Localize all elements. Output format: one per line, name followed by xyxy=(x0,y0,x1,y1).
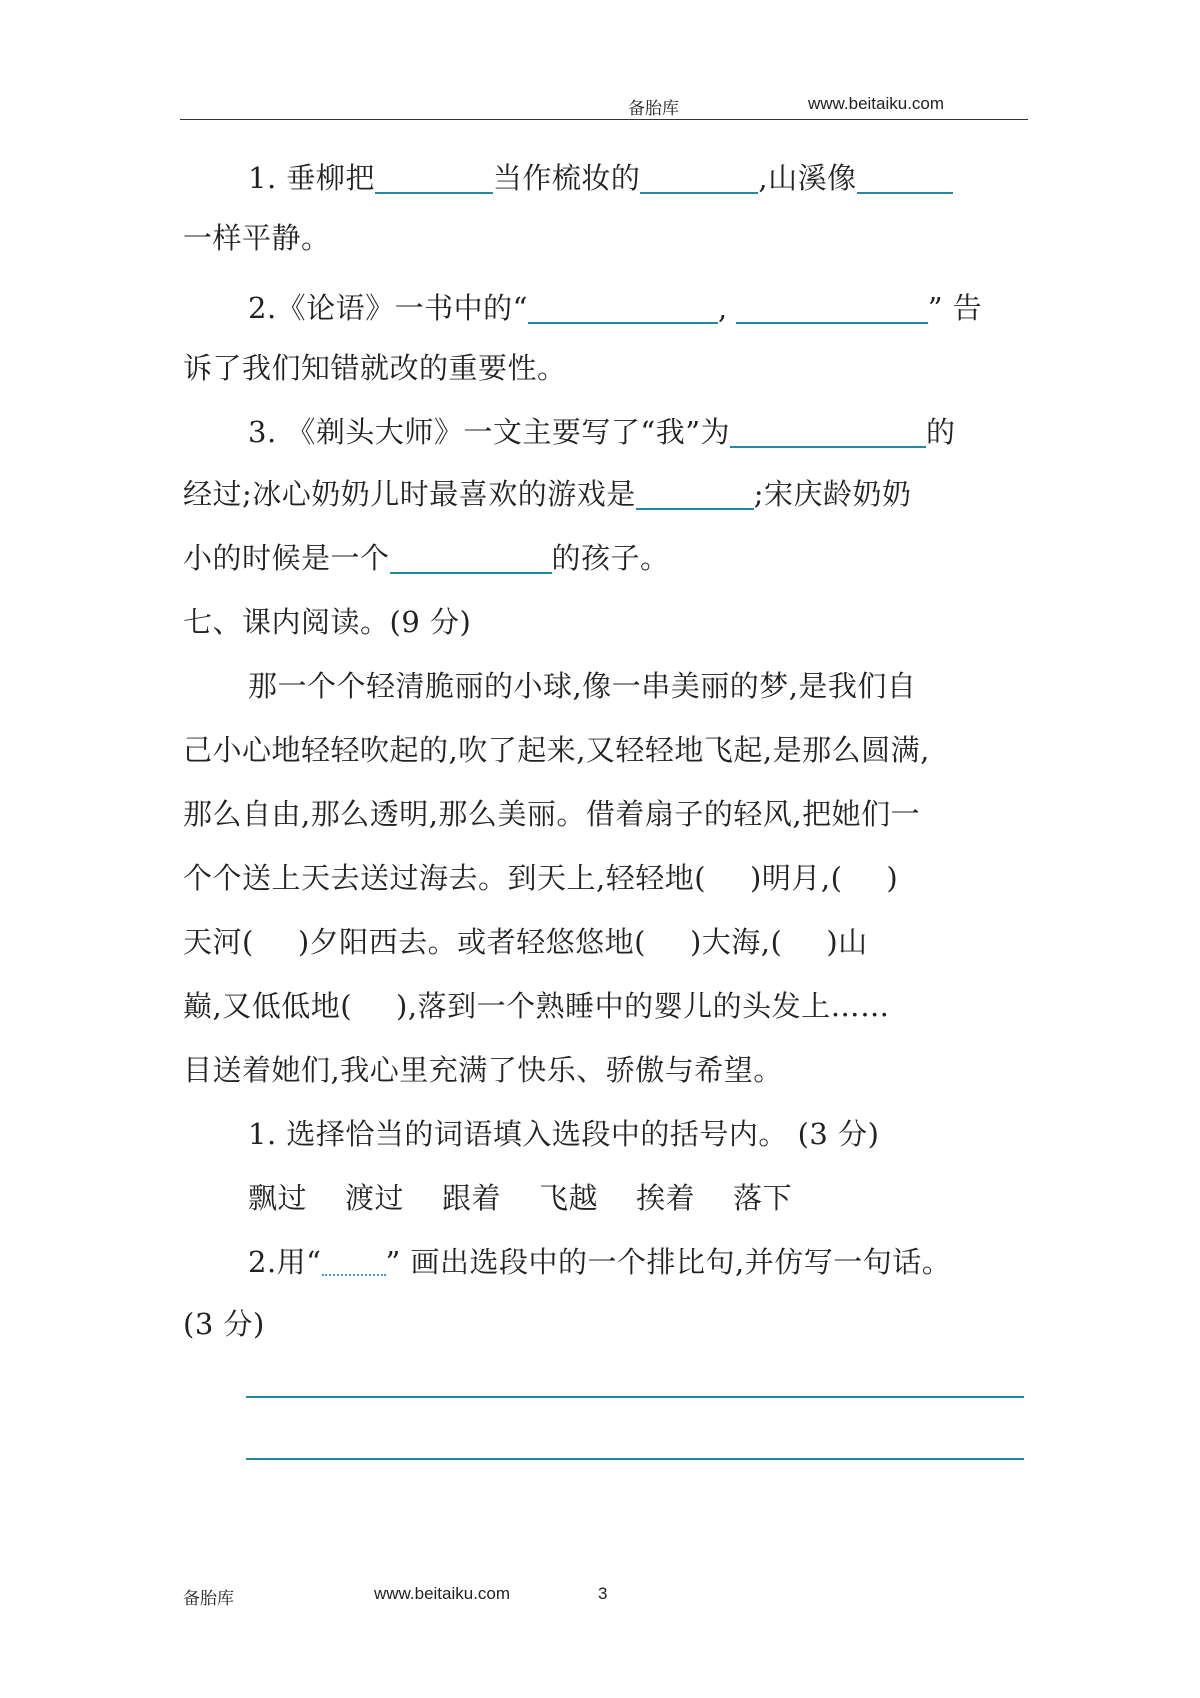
header-url: www.beitaiku.com xyxy=(808,94,945,113)
q3-blank-1[interactable] xyxy=(730,418,926,448)
passage-line-5 xyxy=(183,924,868,960)
q3-text-a: 3. 《剃头大师》一文主要写了“我”为 xyxy=(248,415,731,449)
word-3: 跟着 xyxy=(442,1181,502,1215)
word-1: 飘过 xyxy=(248,1181,308,1215)
q1-blank-2[interactable] xyxy=(640,164,758,194)
q1-text-b: 当作梳妆的 xyxy=(492,161,641,195)
sub2-text-a: 2.用“ xyxy=(248,1245,322,1279)
q2-comma: , xyxy=(718,291,728,325)
q3-text-f: 的孩子。 xyxy=(551,541,670,575)
footer-url: www.beitaiku.com xyxy=(374,1584,511,1603)
q3-line-3 xyxy=(183,540,670,576)
q1-line-1 xyxy=(248,160,953,196)
sub-question-1: 1. 选择恰当的词语填入选段中的括号内。 (3 分) xyxy=(248,1117,880,1151)
passage-5-c: )大海,( xyxy=(689,925,783,959)
passage-6-a: 巅,又低低地( xyxy=(183,989,353,1023)
q3-text-e: 小的时候是一个 xyxy=(183,541,390,575)
passage-5-a: 天河( xyxy=(183,925,254,959)
sub2-text-b: ” 画出选段中的一个排比句,并仿写一句话。 xyxy=(385,1245,952,1279)
q2-line-1 xyxy=(248,290,982,326)
q3-text-c: 经过;冰心奶奶儿时最喜欢的游戏是 xyxy=(183,477,636,511)
passage-4-c: ) xyxy=(886,861,899,895)
q2-blank-1[interactable] xyxy=(528,294,718,324)
passage-5-b: )夕阳西去。或者轻悠悠地( xyxy=(297,925,646,959)
q3-blank-3[interactable] xyxy=(390,544,552,574)
word-6: 落下 xyxy=(733,1181,793,1215)
q3-text-d: ;宋庆龄奶奶 xyxy=(753,477,912,511)
section-7-title: 七、课内阅读。(9 分) xyxy=(183,605,472,639)
wavy-underline-sample xyxy=(322,1252,386,1276)
answer-line-2[interactable] xyxy=(246,1458,1024,1460)
q2-text-b: ” 告 xyxy=(927,291,983,325)
q3-blank-2[interactable] xyxy=(636,480,754,510)
q2-blank-2[interactable] xyxy=(736,294,928,324)
word-2: 渡过 xyxy=(345,1181,405,1215)
header-divider xyxy=(180,119,1028,120)
word-4: 飞越 xyxy=(539,1181,599,1215)
sub-question-2 xyxy=(248,1244,951,1280)
word-5: 挨着 xyxy=(636,1181,696,1215)
passage-line-7: 目送着她们,我心里充满了快乐、骄傲与希望。 xyxy=(183,1053,783,1087)
passage-5-d: )山 xyxy=(826,925,868,959)
q2-line-2: 诉了我们知错就改的重要性。 xyxy=(183,351,567,385)
passage-4-b: )明月,( xyxy=(750,861,843,895)
word-bank xyxy=(248,1180,792,1216)
sub-question-2-score: (3 分) xyxy=(183,1307,265,1341)
q2-text-a: 2.《论语》一书中的“ xyxy=(248,291,528,325)
passage-line-4 xyxy=(183,860,898,896)
q1-blank-3[interactable] xyxy=(857,164,953,194)
footer-brand: 备胎库 xyxy=(183,1589,234,1608)
q1-text-c: ,山溪像 xyxy=(758,161,857,195)
passage-6-b: ),落到一个熟睡中的婴儿的头发上…… xyxy=(396,989,890,1023)
header-brand: 备胎库 xyxy=(628,99,679,118)
passage-4-a: 个个送上天去送过海去。到天上,轻轻地( xyxy=(183,861,707,895)
passage-line-2: 己小心地轻轻吹起的,吹了起来,又轻轻地飞起,是那么圆满, xyxy=(183,733,930,767)
answer-line-1[interactable] xyxy=(246,1396,1024,1398)
q3-line-2 xyxy=(183,476,912,512)
passage-line-1: 那一个个轻清脆丽的小球,像一串美丽的梦,是我们自 xyxy=(248,669,917,703)
q1-text-a: 1. 垂柳把 xyxy=(248,161,375,195)
passage-line-6 xyxy=(183,988,890,1024)
q3-text-b: 的 xyxy=(926,415,956,449)
page-number: 3 xyxy=(598,1584,608,1603)
passage-line-3: 那么自由,那么透明,那么美丽。借着扇子的轻风,把她们一 xyxy=(183,797,921,831)
q3-line-1 xyxy=(248,414,956,450)
q1-blank-1[interactable] xyxy=(375,164,493,194)
q1-line-2: 一样平静。 xyxy=(183,221,331,255)
